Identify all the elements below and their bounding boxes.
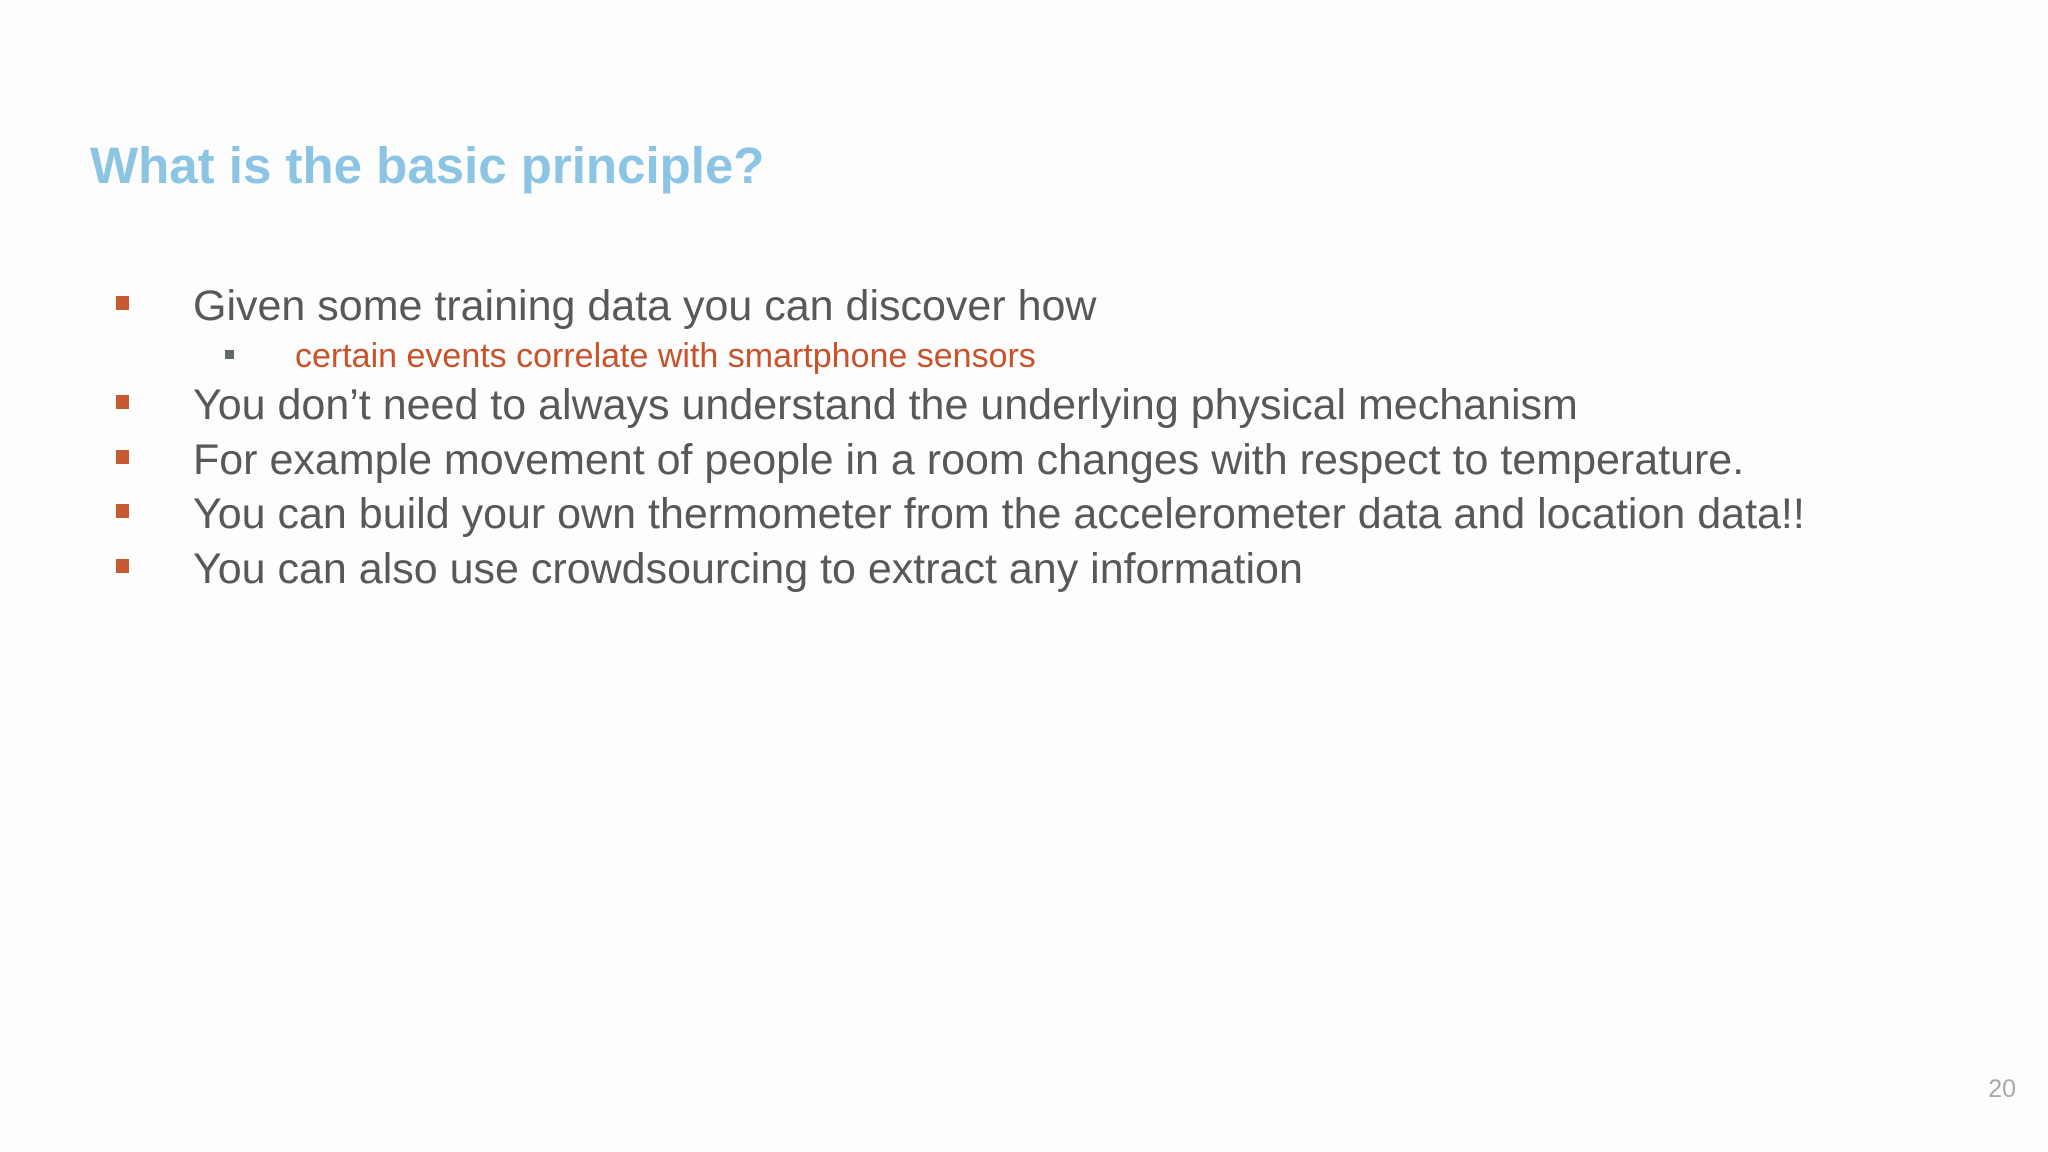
bullet-text: You don’t need to always understand the underlying physical mechanism (193, 381, 1578, 429)
slide-title: What is the basic principle? (90, 137, 765, 194)
sub-bullet-marker (225, 350, 234, 359)
bullet-text: For example movement of people in a room changes with respect to temperature. (193, 436, 1745, 484)
bullet-marker (116, 395, 129, 409)
bullet-text: You can build your own thermometer from the accelerometer data and location data!! (193, 490, 1805, 538)
bullet-marker (116, 504, 129, 518)
bullet-text: You can also use crowdsourcing to extract any information (193, 545, 1303, 593)
bullet-marker (116, 450, 129, 464)
bullet-marker (116, 559, 129, 573)
page-number: 20 (1988, 1075, 2016, 1103)
sub-bullet-text: certain events correlate with smartphone sensors (295, 337, 1036, 375)
bullet-marker (116, 296, 129, 310)
bullet-text: Given some training data you can discover how (193, 282, 1097, 330)
